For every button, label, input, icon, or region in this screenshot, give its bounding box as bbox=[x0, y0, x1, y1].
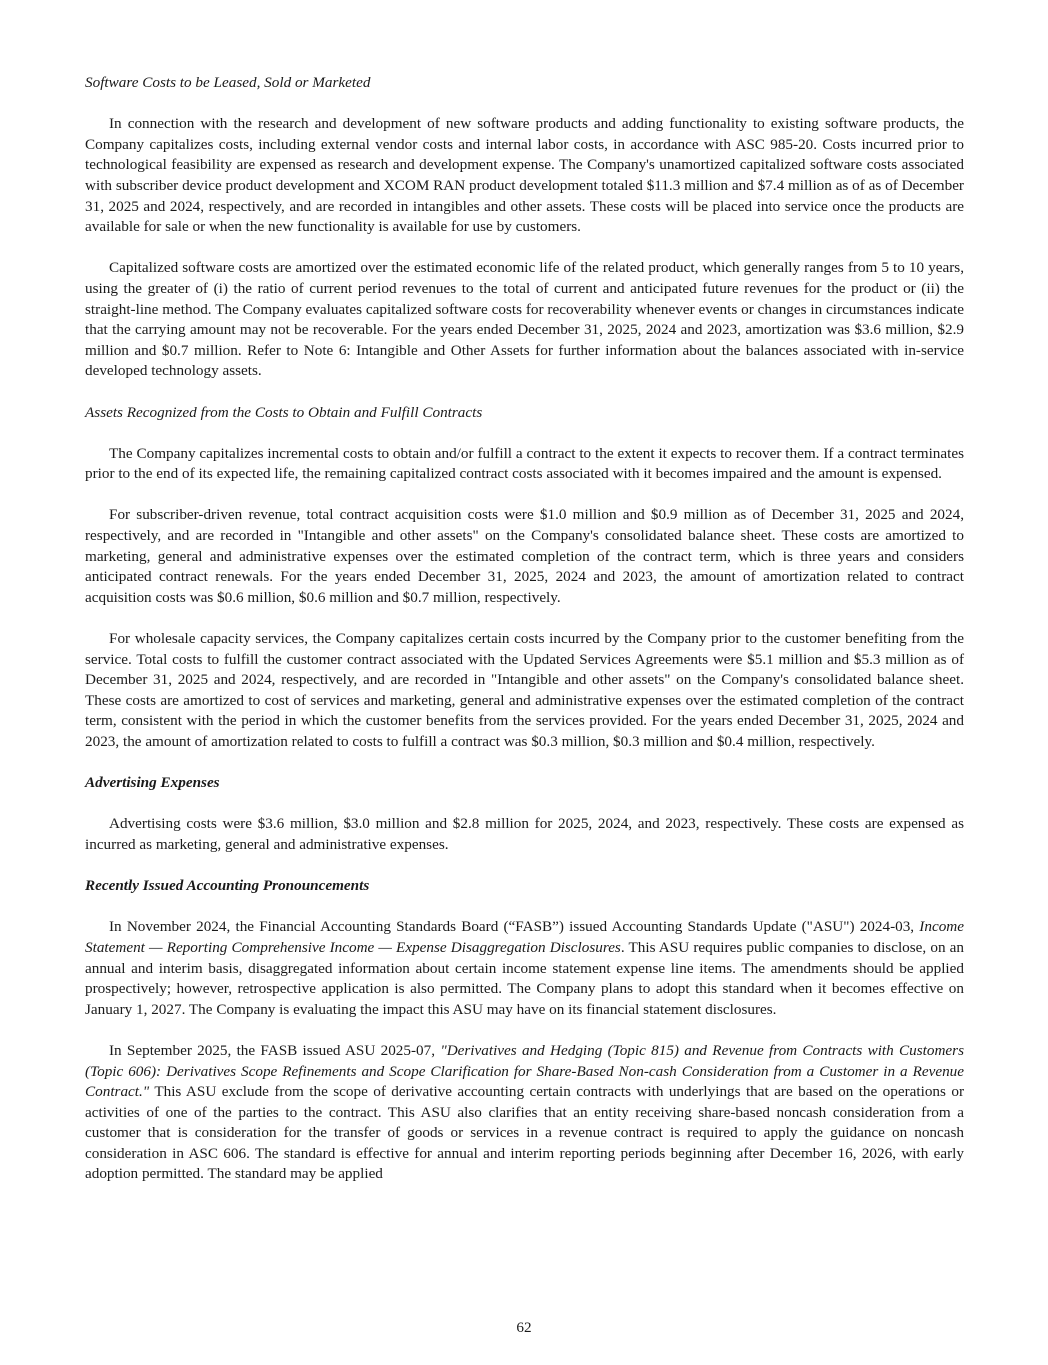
paragraph bbox=[85, 1041, 964, 1185]
section-heading: Advertising Expenses bbox=[85, 774, 220, 792]
section-heading: Software Costs to be Leased, Sold or Marketed bbox=[85, 74, 371, 91]
paragraph: For wholesale capacity services, the Company capitalizes certain costs incurred by the Company prior to the customer benefiting from the service. Total costs to fulfill the customer contract associated with the Updated Services Agreements were $5.1 million and $5.3 million as of December 31, 2025 and 2024, respectively, and are recorded in "Intangible and other assets" on the Company's consolidated balance sheet. These costs are amortized to cost of services and marketing, general and administrative expenses over the estimated completion of the contract term, consistent with the period in which the customer benefits from the services provided. For the years ended December 31, 2025, 2024 and 2023, the amount of amortization related to costs to fulfill a contract was $0.3 million, $0.3 million and $0.4 million, respectively. bbox=[85, 630, 964, 750]
text-run: In September 2025, the FASB issued ASU 2025-07, bbox=[109, 1041, 441, 1059]
section-heading: Assets Recognized from the Costs to Obtain and Fulfill Contracts bbox=[85, 403, 483, 421]
standard-title: Income Statement — Reporting Comprehensive Income — Expense Disaggregation Disclosures bbox=[85, 918, 964, 956]
paragraph: Advertising costs were $3.6 million, $3.0 million and $2.8 million for 2025, 2024, and 2023, respectively. These costs are expensed as incurred as marketing, general and administrative expenses. bbox=[85, 815, 964, 853]
paragraph: The Company capitalizes incremental costs to obtain and/or fulfill a contract to the extent it expects to recover them. If a contract terminates prior to the end of its expected life, the remaining capitalized contract costs associated with it becomes impaired and the amount is expensed. bbox=[85, 444, 964, 483]
paragraph bbox=[85, 917, 964, 1020]
document-page bbox=[85, 73, 964, 1185]
paragraph: For subscriber-driven revenue, total contract acquisition costs were $1.0 million and $0.9 million as of December 31, 2025 and 2024, respectively, and are recorded in "Intangible and other assets" on the Company's consolidated balance sheet. These costs are amortized to marketing, general and administrative expenses over the estimated completion of the contract term, which is three years and considers anticipated contract renewals. For the years ended December 31, 2025, 2024 and 2023, the amount of amortization related to contract acquisition costs was $0.6 million, $0.6 million and $0.7 million, respectively. bbox=[85, 506, 964, 606]
page-number: 62 bbox=[516, 1319, 532, 1336]
standard-title: "Derivatives and Hedging (Topic 815) and Revenue from Contracts with Customers (Topic 606): Derivatives Scope Refinements and Scope Clarification for Share-Based Non-cash Consideration from a Customer in a Revenue Contract." bbox=[85, 1041, 964, 1101]
text-run: . This ASU requires public companies to disclose, on an annual and interim basis, disaggregated information about certain income statement expense line items. The amendments should be applied prospectively; however, retrospective application is also permitted. The Company plans to adopt this standard when it becomes effective on January 1, 2027. The Company is evaluating the impact this ASU may have on its financial statement disclosures. bbox=[85, 938, 965, 1018]
section-heading: Recently Issued Accounting Pronouncements bbox=[85, 877, 370, 895]
paragraph: In connection with the research and development of new software products and adding functionality to existing software products, the Company capitalizes costs, including external vendor costs and internal labor costs, in accordance with ASC 985-20. Costs incurred prior to technological feasibility are expensed as research and development expense. The Company's unamortized capitalized software costs associated with subscriber device product development and XCOM RAN product development totaled $11.3 million and $7.4 million as of as of December 31, 2025 and 2024, respectively, and are recorded in intangibles and other assets. These costs will be placed into service once the products are available for sale or when the new functionality is available for use by customers. bbox=[85, 115, 964, 236]
paragraph: Capitalized software costs are amortized over the estimated economic life of the related product, which generally ranges from 5 to 10 years, using the greater of (i) the ratio of current period revenues to the total of current and anticipated future revenues for the product or (ii) the straight-line method. The Company evaluates capitalized software costs for recoverability whenever events or changes in circumstances indicate that the carrying amount may not be recoverable. For the years ended December 31, 2025, 2024 and 2023, amortization was $3.6 million, $2.9 million and $0.7 million. Refer to Note 6: Intangible and Other Assets for further information about the balances associated with in-service developed technology assets. bbox=[85, 259, 964, 380]
text-run: This ASU exclude from the scope of derivative accounting certain contracts with underlyings that are based on the operations or activities of one of the parties to the contract. This ASU also clarifies that an entity receiving share-based noncash consideration from a customer that is consideration for the transfer of goods or services in a revenue contract is required to apply the guidance on noncash consideration in ASC 606. The standard is effective for annual and interim reporting periods beginning after December 16, 2026, with early adoption permitted. The standard may be applied bbox=[85, 1083, 964, 1183]
text-run: In November 2024, the Financial Accounting Standards Board (“FASB”) issued Accounting Standards Update ("ASU") 2024-03, bbox=[109, 918, 920, 936]
